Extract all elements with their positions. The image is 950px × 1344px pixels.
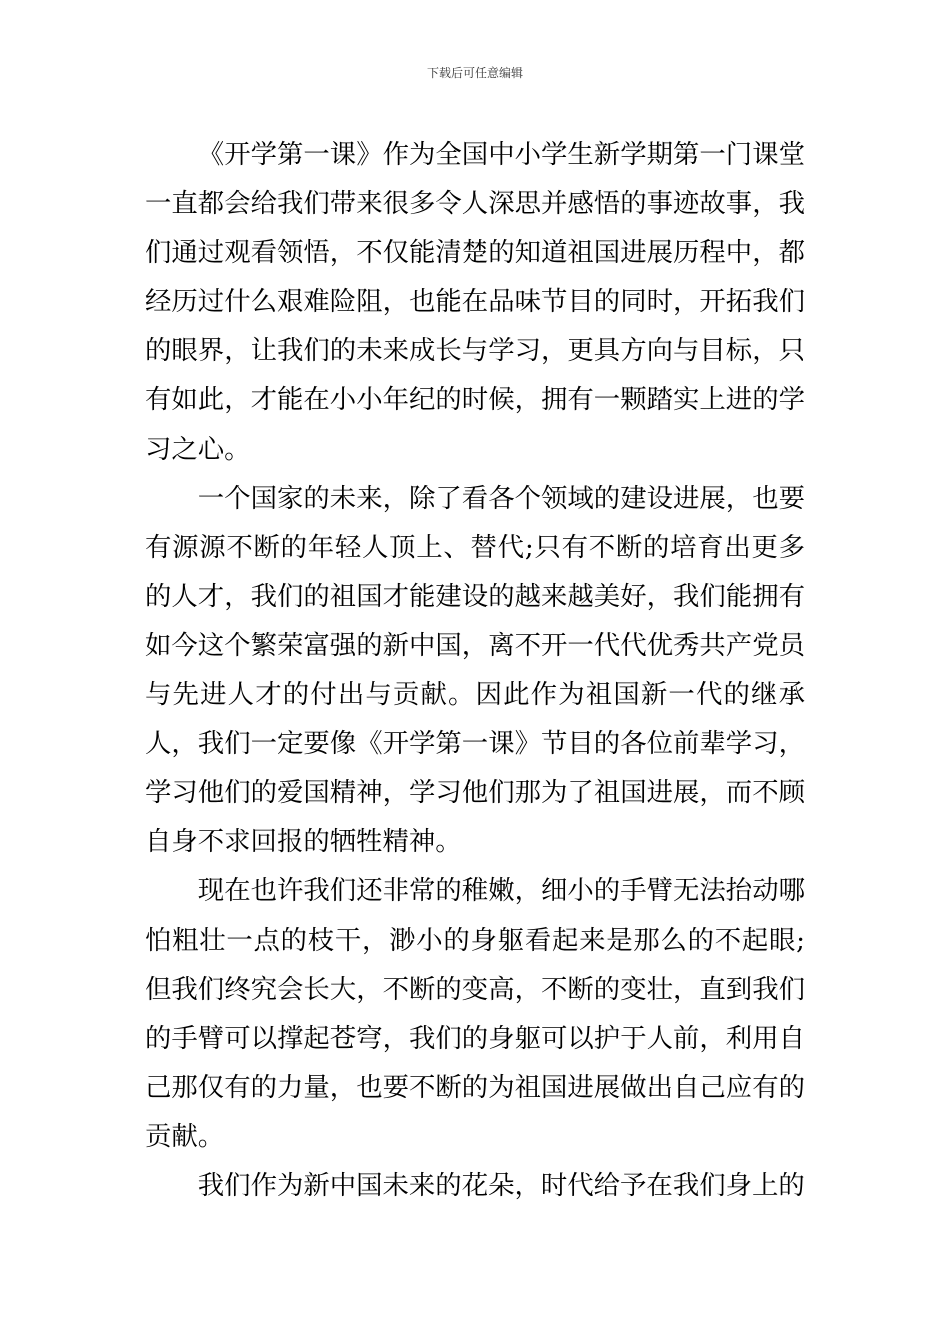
paragraph: 一个国家的未来，除了看各个领域的建设进展，也要有源源不断的年轻人顶上、替代;只有不断的培育出更多的人才，我们的祖国才能建设的越来越美好，我们能拥有如今这个繁荣富强的新中国，离不开一代代优秀共产党员与先进人才的付出与贡献。因此作为祖国新一代的继承人，我们一定要像《开学第一课》节目的各位前辈学习，学习他们的爱国精神，学习他们那为了祖国进展，而不顾自身不求回报的牺牲精神。 (145, 482, 805, 858)
paragraph: 现在也许我们还非常的稚嫩，细小的手臂无法抬动哪怕粗壮一点的枝干，渺小的身躯看起来是那么的不起眼;但我们终究会长大，不断的变高，不断的变壮，直到我们的手臂可以撑起苍穹，我们的身躯可以护于人前，利用自己那仅有的力量，也要不断的为祖国进展做出自己应有的贡献。 (145, 875, 805, 1152)
paragraph: 我们作为新中国未来的花朵，时代给予在我们身上的 (197, 1169, 805, 1201)
paragraph: 《开学第一课》作为全国中小学生新学期第一门课堂一直都会给我们带来很多令人深思并感悟的事迹故事，我们通过观看领悟，不仅能清楚的知道祖国进展历程中，都经历过什么艰难险阻，也能在品味节目的同时，开拓我们的眼界，让我们的未来成长与学习，更具方向与目标，只有如此，才能在小小年纪的时候，拥有一颗踏实上进的学习之心。 (145, 139, 805, 465)
page-header-note: 下载后可任意编辑 (426, 66, 523, 80)
document-body (145, 130, 805, 1210)
